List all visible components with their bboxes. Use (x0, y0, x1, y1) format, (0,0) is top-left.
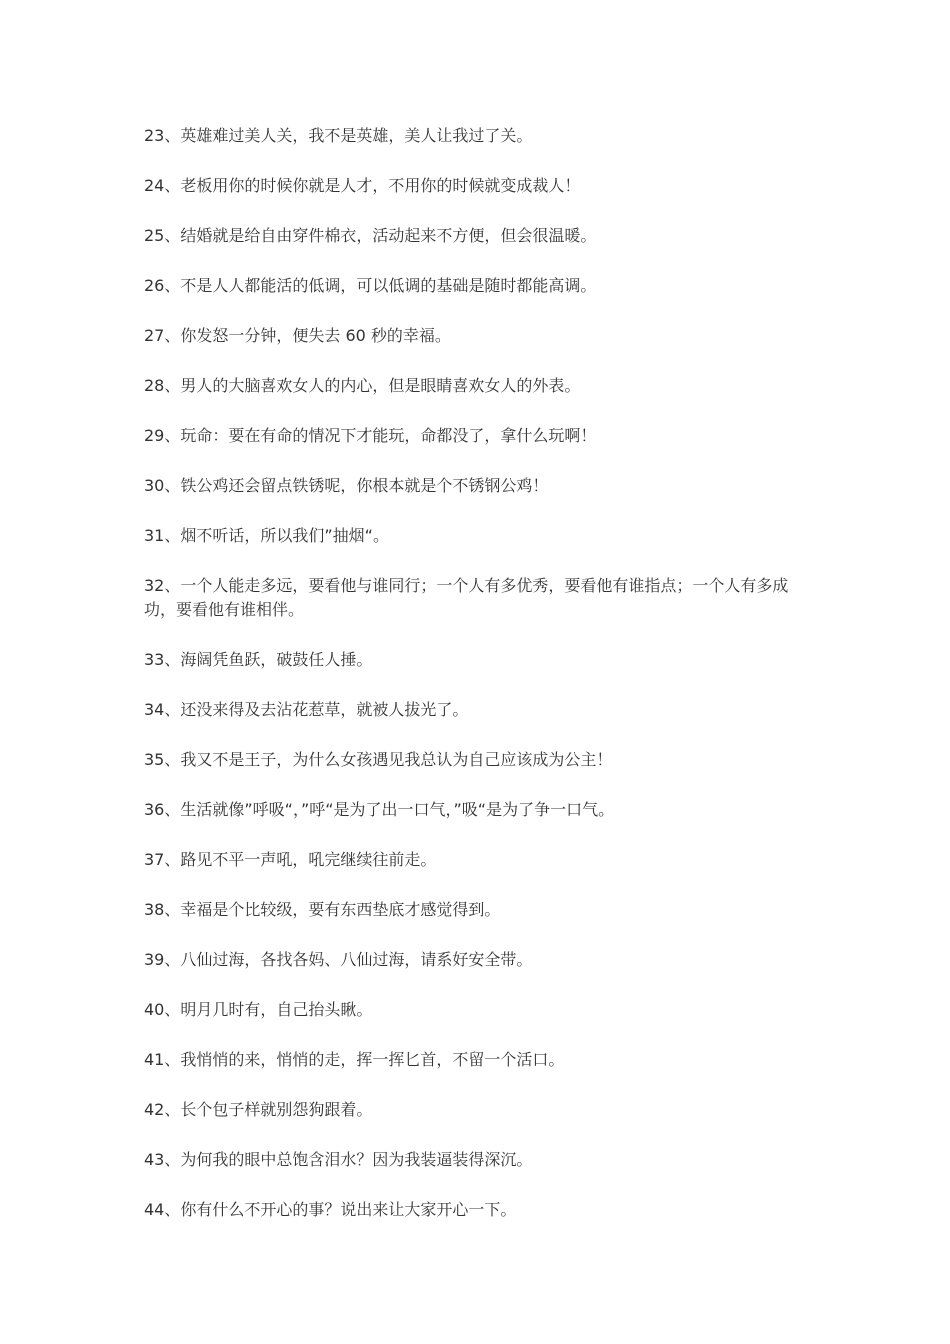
joke-line: 23、英雄难过美人关，我不是英雄，美人让我过了关。 (144, 126, 533, 145)
joke-line: 36、生活就像”呼吸“，”呼“是为了出一口气，”吸“是为了争一口气。 (144, 800, 615, 819)
joke-line: 31、烟不听话，所以我们”抽烟“。 (144, 526, 389, 545)
joke-line: 39、八仙过海，各找各妈、八仙过海，请系好安全带。 (144, 950, 533, 969)
joke-line: 27、你发怒一分钟，便失去 60 秒的幸福。 (144, 326, 451, 345)
joke-line: 25、结婚就是给自由穿件棉衣，活动起来不方便，但会很温暖。 (144, 226, 597, 245)
joke-line: 33、海阔凭鱼跃，破鼓任人捶。 (144, 650, 373, 669)
joke-line: 26、不是人人都能活的低调，可以低调的基础是随时都能高调。 (144, 276, 597, 295)
document-body (144, 124, 814, 1248)
joke-line: 35、我又不是王子，为什么女孩遇见我总认为自己应该成为公主！ (144, 750, 613, 769)
joke-line: 29、玩命：要在有命的情况下才能玩，命都没了，拿什么玩啊！ (144, 426, 597, 445)
joke-line: 40、明月几时有，自己抬头瞅。 (144, 1000, 373, 1019)
joke-line: 41、我悄悄的来，悄悄的走，挥一挥匕首，不留一个活口。 (144, 1050, 565, 1069)
joke-line: 30、铁公鸡还会留点铁锈呢，你根本就是个不锈钢公鸡！ (144, 476, 549, 495)
joke-line: 34、还没来得及去沾花惹草，就被人拔光了。 (144, 700, 469, 719)
joke-line: 24、老板用你的时候你就是人才，不用你的时候就变成裁人！ (144, 176, 581, 195)
joke-line: 32、一个人能走多远，要看他与谁同行；一个人有多优秀，要看他有谁指点；一个人有多成功，要看他有谁相伴。 (144, 576, 789, 619)
joke-line: 38、幸福是个比较级，要有东西垫底才感觉得到。 (144, 900, 501, 919)
joke-line: 44、你有什么不开心的事？说出来让大家开心一下。 (144, 1200, 517, 1219)
joke-line: 42、长个包子样就别怨狗跟着。 (144, 1100, 373, 1119)
joke-line: 37、路见不平一声吼，吼完继续往前走。 (144, 850, 437, 869)
joke-line: 43、为何我的眼中总饱含泪水？因为我装逼装得深沉。 (144, 1150, 533, 1169)
joke-line: 28、男人的大脑喜欢女人的内心，但是眼睛喜欢女人的外表。 (144, 376, 581, 395)
